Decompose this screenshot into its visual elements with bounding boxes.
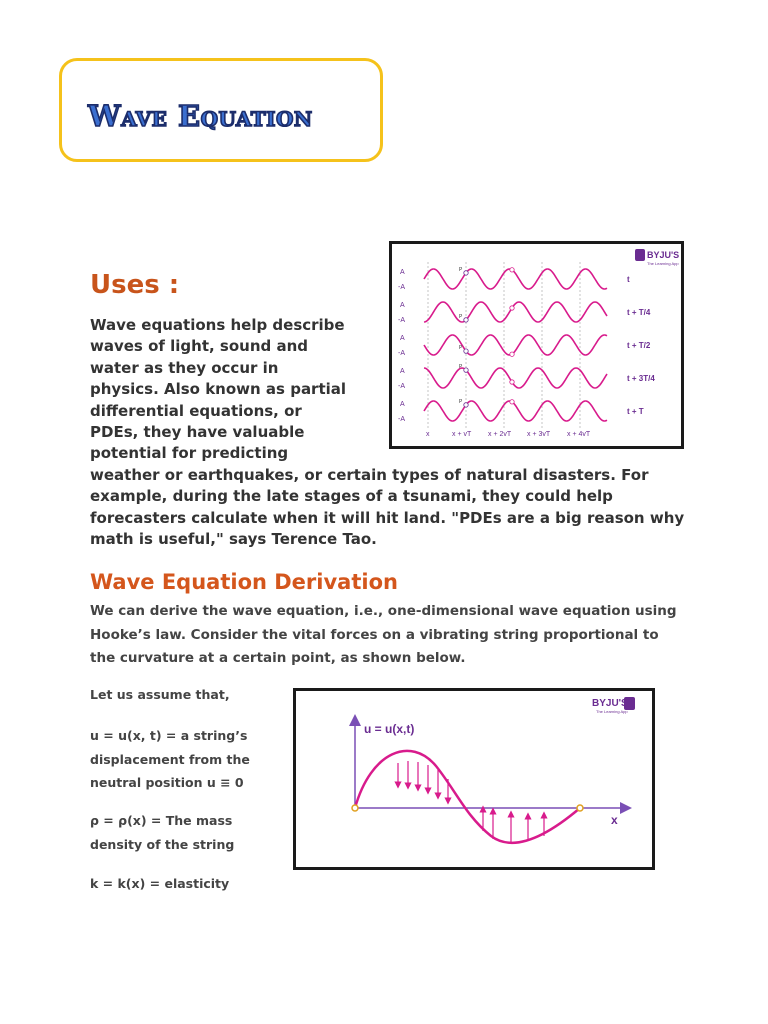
amp-pos-label-2: A xyxy=(400,335,405,342)
point-p-label-1: P xyxy=(459,313,463,320)
wave-row-2 xyxy=(424,335,607,355)
amp-pos-label-0: A xyxy=(400,269,405,276)
amp-pos-label-4: A xyxy=(400,401,405,408)
amp-pos-label-3: A xyxy=(400,368,405,375)
string-displacement-svg xyxy=(296,691,652,867)
wave-propagation-figure xyxy=(389,241,684,449)
point-p-label-0: P xyxy=(459,266,463,273)
x-label-3: x + 3vT xyxy=(527,431,551,438)
wave-propagation-svg xyxy=(392,244,681,446)
point-p-marker-1 xyxy=(464,318,468,322)
uses-heading: Uses : xyxy=(90,270,180,300)
byjus-logo-icon xyxy=(635,249,679,266)
crest-marker-0 xyxy=(510,268,514,272)
x-label-4: x + 4vT xyxy=(567,431,591,438)
point-p-marker-2 xyxy=(464,349,468,353)
string-displacement-figure xyxy=(293,688,655,870)
time-label-1: t + T/4 xyxy=(627,308,651,317)
title-box xyxy=(59,58,383,162)
amp-neg-label-3: -A xyxy=(398,383,405,390)
page-title: Wave Equation xyxy=(88,99,313,133)
amp-neg-label-1: -A xyxy=(398,317,405,324)
crest-marker-4 xyxy=(510,400,514,404)
string-end-left xyxy=(352,805,358,811)
uses-paragraph-text: Wave equations help describe waves of light, sound and water as they occur in physics. Also known as partial differential equations, or PDEs, they have valuable potential for predicting weather or earthquakes, or certain types of natural disasters. For example, during the late stages of a tsunami, they could help forecasters calculate when it will hit land. "PDEs are a big reason why math is useful," says Terence Tao. xyxy=(90,316,685,549)
assume-label: Let us assume that, xyxy=(90,687,230,702)
wave-row-3 xyxy=(424,368,607,388)
x-label-2: x + 2vT xyxy=(488,431,512,438)
wave-row-4 xyxy=(424,398,607,421)
y-axis-label: u = u(x,t) xyxy=(364,722,415,736)
svg-text:BYJU'S: BYJU'S xyxy=(647,250,680,260)
time-label-3: t + 3T/4 xyxy=(627,374,655,383)
point-p-label-2: P xyxy=(459,345,463,352)
derivation-paragraph: We can derive the wave equation, i.e., one-dimensional wave equation using Hooke’s law. Consider the vital forces on a vibrating string proportional to the curvature at a certain point, as shown below. xyxy=(90,603,677,666)
amp-neg-label-2: -A xyxy=(398,350,405,357)
x-axis-label: x xyxy=(611,813,618,827)
wave-row-0 xyxy=(424,266,607,289)
crest-marker-3 xyxy=(510,380,514,384)
definition-rho: ρ = ρ(x) = The mass density of the string xyxy=(90,813,235,852)
svg-text:The Learning App: The Learning App xyxy=(647,261,679,266)
amp-neg-label-0: -A xyxy=(398,284,405,291)
definition-k: k = k(x) = elasticity xyxy=(90,876,230,891)
amp-pos-label-1: A xyxy=(400,302,405,309)
x-label-0: x xyxy=(426,431,430,438)
string-end-right xyxy=(577,805,583,811)
time-label-2: t + T/2 xyxy=(627,341,651,350)
time-label-4: t + T xyxy=(627,407,644,416)
wave-row-1 xyxy=(424,302,607,322)
point-p-label-3: P xyxy=(459,364,463,371)
x-label-1: x + vT xyxy=(452,431,472,438)
byjus-logo-icon xyxy=(592,697,635,714)
svg-text:The Learning App: The Learning App xyxy=(596,709,628,714)
derivation-heading: Wave Equation Derivation xyxy=(90,570,398,594)
point-p-label-4: P xyxy=(459,398,463,405)
point-p-marker-4 xyxy=(464,403,468,407)
amp-neg-label-4: -A xyxy=(398,416,405,423)
point-p-marker-3 xyxy=(464,368,468,372)
crest-marker-2 xyxy=(510,352,514,356)
string-curve xyxy=(355,751,580,843)
crest-marker-1 xyxy=(510,306,514,310)
point-p-marker-0 xyxy=(464,271,468,275)
time-label-0: t xyxy=(627,275,630,284)
svg-text:BYJU'S: BYJU'S xyxy=(592,698,628,709)
force-arrows-down xyxy=(398,761,448,801)
definition-u: u = u(x, t) = a string’s displacement from the neutral position u ≡ 0 xyxy=(90,728,250,790)
